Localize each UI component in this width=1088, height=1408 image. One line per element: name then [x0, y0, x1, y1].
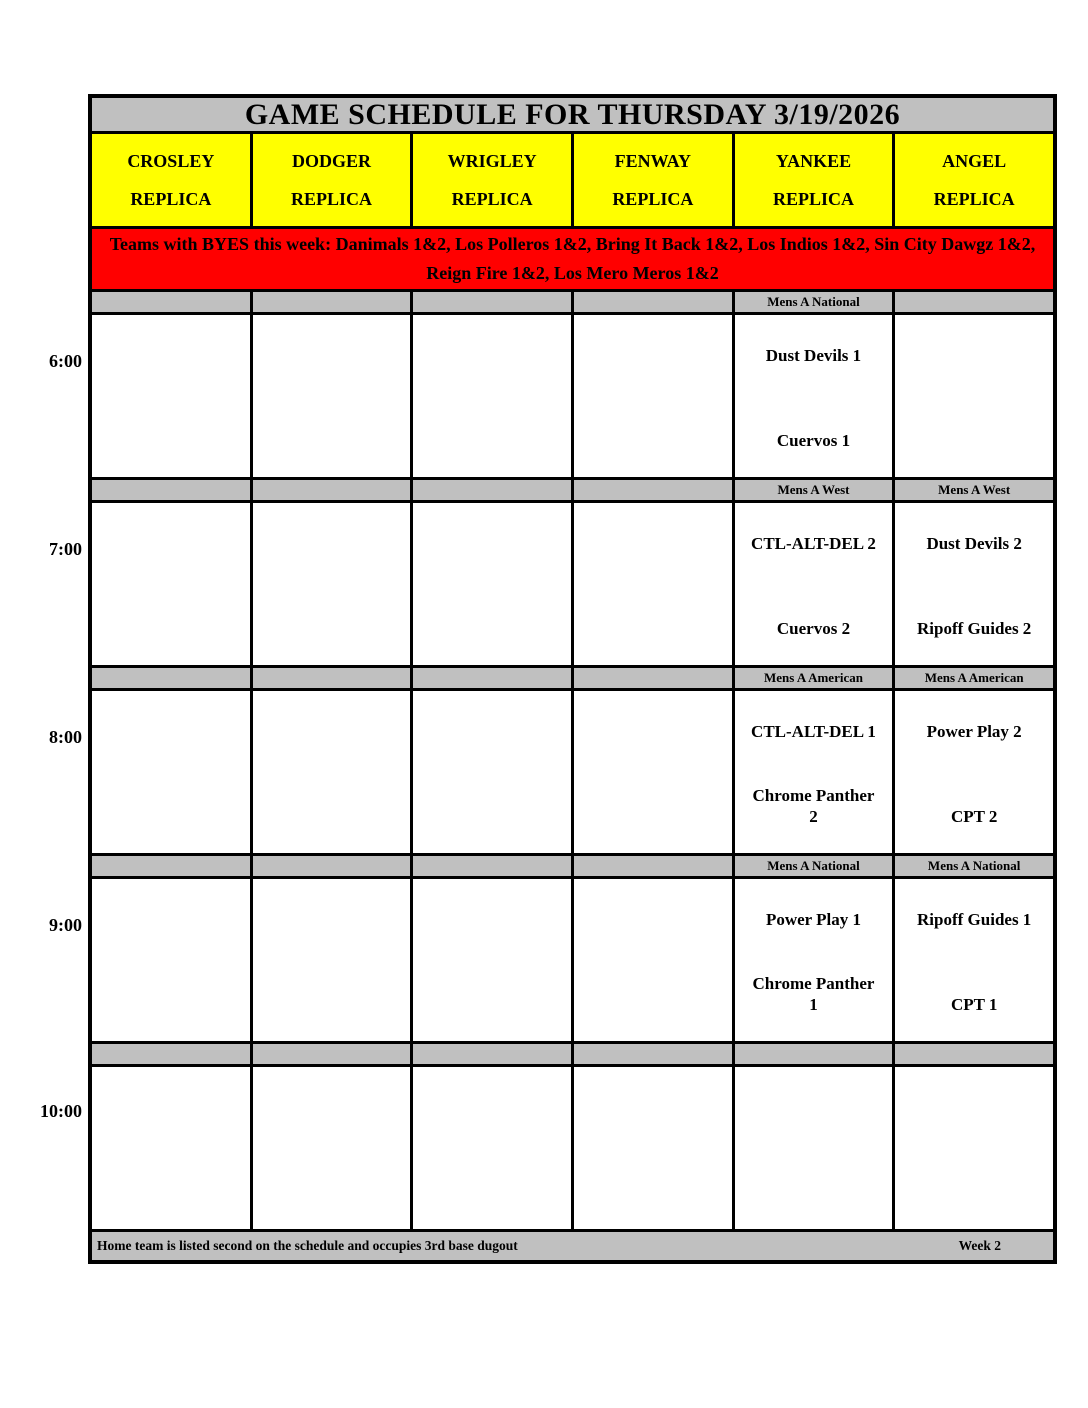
- field-type: REPLICA: [290, 188, 372, 209]
- league-label: Mens A West: [895, 480, 1053, 500]
- field-name: DODGER: [291, 150, 371, 171]
- home-team: Chrome Panther 2: [752, 786, 875, 826]
- home-team: Chrome Panther 1: [752, 974, 875, 1014]
- home-team: Cuervos 2: [776, 619, 851, 638]
- game-cell: [253, 1067, 411, 1229]
- game-cell: [574, 879, 732, 1041]
- league-label: [92, 856, 250, 876]
- away-team: Dust Devils 1: [765, 346, 862, 365]
- time-label-1000: 10:00: [40, 1101, 82, 1121]
- footer-note: Home team is listed second on the schedule and occupies 3rd base dugout: [97, 1238, 518, 1253]
- game-cell: [895, 1067, 1053, 1229]
- league-label: [253, 292, 411, 312]
- game-cell: [253, 879, 411, 1041]
- league-label: [574, 292, 732, 312]
- field-type: REPLICA: [933, 188, 1015, 209]
- game-cell: [413, 315, 571, 477]
- league-label: [413, 856, 571, 876]
- game-cell: [92, 879, 250, 1041]
- game-cell: [253, 315, 411, 477]
- league-label: [92, 668, 250, 688]
- away-team: Power Play 2: [926, 722, 1022, 741]
- away-team: CTL-ALT-DEL 2: [751, 534, 876, 553]
- league-label: Mens A National: [895, 856, 1053, 876]
- league-label: Mens A National: [735, 292, 893, 312]
- league-label: [574, 668, 732, 688]
- schedule-title: GAME SCHEDULE FOR THURSDAY 3/19/2026: [92, 98, 1053, 131]
- league-label: [413, 1044, 571, 1064]
- footer-bar: [92, 1232, 1053, 1260]
- field-header-crosley: [92, 134, 250, 226]
- league-label: [92, 480, 250, 500]
- game-cell: [735, 315, 893, 477]
- league-label: Mens A American: [895, 668, 1053, 688]
- game-cell: [735, 691, 893, 853]
- league-label: [413, 480, 571, 500]
- game-cell: [574, 691, 732, 853]
- field-type: REPLICA: [451, 188, 533, 209]
- game-cell: [895, 315, 1053, 477]
- home-team: CPT 1: [950, 995, 998, 1014]
- league-label: Mens A American: [735, 668, 893, 688]
- time-label-900: 9:00: [49, 915, 82, 935]
- time-label-600: 6:00: [49, 351, 82, 371]
- game-cell: [735, 1067, 893, 1229]
- league-label: [895, 1044, 1053, 1064]
- league-label: [735, 1044, 893, 1064]
- field-header-wrigley: [413, 134, 571, 226]
- league-label: [574, 1044, 732, 1064]
- away-team: Ripoff Guides 1: [917, 910, 1032, 929]
- home-team: Cuervos 1: [776, 431, 851, 450]
- league-label: [253, 1044, 411, 1064]
- field-name: CROSLEY: [127, 150, 215, 171]
- field-name: YANKEE: [775, 150, 852, 171]
- field-name: WRIGLEY: [447, 150, 537, 171]
- game-cell: [735, 503, 893, 665]
- league-label: [92, 1044, 250, 1064]
- league-label: [413, 292, 571, 312]
- away-team: CTL-ALT-DEL 1: [751, 722, 876, 741]
- away-team: Dust Devils 2: [926, 534, 1022, 553]
- game-cell: [895, 691, 1053, 853]
- home-team: CPT 2: [950, 807, 998, 826]
- game-cell: [574, 503, 732, 665]
- field-header-dodger: [253, 134, 411, 226]
- game-cell: [92, 1067, 250, 1229]
- field-name: FENWAY: [614, 150, 691, 171]
- league-label: [413, 668, 571, 688]
- game-cell: [574, 315, 732, 477]
- league-label: [253, 480, 411, 500]
- game-cell: [895, 879, 1053, 1041]
- game-cell: [895, 503, 1053, 665]
- game-cell: [413, 1067, 571, 1229]
- field-name: ANGEL: [942, 150, 1007, 171]
- field-header-yankee: [735, 134, 893, 226]
- game-cell: [735, 879, 893, 1041]
- game-cell: [253, 503, 411, 665]
- game-cell: [413, 503, 571, 665]
- field-type: REPLICA: [612, 188, 694, 209]
- league-label: Mens A National: [735, 856, 893, 876]
- league-label: [253, 856, 411, 876]
- field-header-angel: [895, 134, 1053, 226]
- league-label: [895, 292, 1053, 312]
- field-type: REPLICA: [130, 188, 212, 209]
- game-cell: [413, 879, 571, 1041]
- away-team: Power Play 1: [765, 910, 862, 929]
- league-label: [574, 480, 732, 500]
- game-cell: [253, 691, 411, 853]
- bye-notice-banner: Teams with BYES this week: Danimals 1&2, Los Polleros 1&2, Bring It Back 1&2, Los Indios 1&2, Sin City Dawgz 1&2, Reign Fire 1&2, Los Mero Meros 1&2: [92, 229, 1053, 289]
- league-label: [92, 292, 250, 312]
- time-label-800: 8:00: [49, 727, 82, 747]
- time-label-700: 7:00: [49, 539, 82, 559]
- game-cell: [413, 691, 571, 853]
- league-label: [253, 668, 411, 688]
- field-header-fenway: [574, 134, 732, 226]
- home-team: Ripoff Guides 2: [917, 619, 1032, 638]
- game-cell: [92, 503, 250, 665]
- week-label: Week 2: [958, 1238, 1001, 1253]
- league-label: Mens A West: [735, 480, 893, 500]
- field-type: REPLICA: [772, 188, 854, 209]
- league-label: [574, 856, 732, 876]
- game-cell: [92, 315, 250, 477]
- game-cell: [574, 1067, 732, 1229]
- game-cell: [92, 691, 250, 853]
- schedule-table: [88, 94, 1057, 1264]
